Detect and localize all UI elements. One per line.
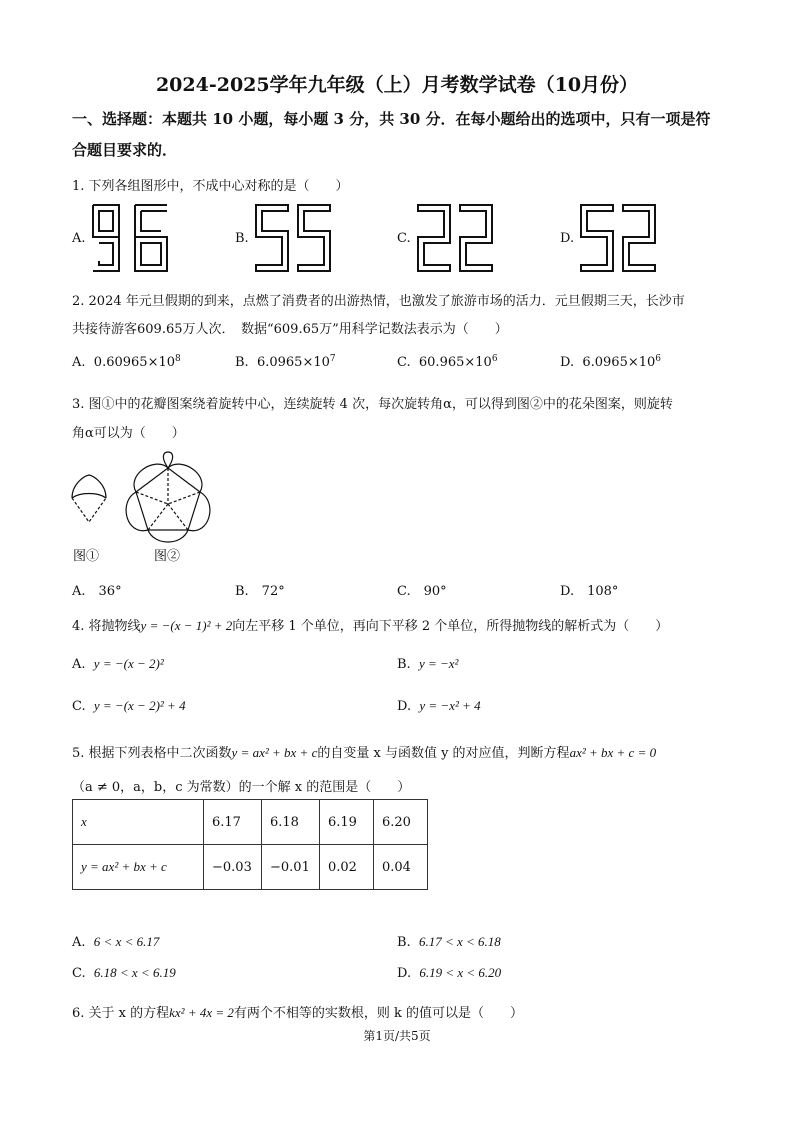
- table-cell: −0.03: [204, 845, 262, 890]
- q3-petal-figure: [68, 472, 112, 528]
- q5-value-table: [72, 799, 428, 890]
- table-cell: 0.02: [320, 845, 374, 890]
- q3-fig2-caption: 图②: [154, 549, 181, 564]
- table-row: [73, 800, 428, 845]
- q2-stem-line2: 共接待游客609.65万人次． 数据“609.65万”用科学记数法表示为（ ）: [72, 322, 508, 337]
- table-cell: −0.01: [262, 845, 320, 890]
- q4-stem-formula: y = −(x − 1)² + 2: [140, 618, 233, 633]
- q1-option-a-figure: [91, 203, 171, 273]
- table-cell: 6.17: [204, 800, 262, 845]
- q5-option-d: D. 6.19 < x < 6.20: [397, 965, 502, 981]
- section-heading-line1: 一、选择题：本题共 10 小题，每小题 3 分，共 30 分．在每小题给出的选项中，只有一项是符: [72, 110, 711, 128]
- q4-option-c: C. y = −(x − 2)² + 4: [72, 698, 186, 714]
- table-cell: 6.20: [374, 800, 428, 845]
- q2-option-a: A. $0.60965\times 10^8$: [72, 354, 181, 370]
- q1-stem: 1. 下列各组图形中，不成中心对称的是（ ）: [72, 179, 349, 194]
- q1-option-c-figure: [416, 203, 496, 273]
- table-cell-header: y = ax² + bx + c: [73, 845, 204, 890]
- table-cell-header: x: [73, 800, 204, 845]
- q4-option-b: B. y = −x²: [397, 656, 459, 672]
- q4-option-d: D. y = −x² + 4: [397, 698, 481, 714]
- q5-stem-line2: （a ≠ 0，a，b，c 为常数）的一个解 x 的范围是（ ）: [72, 780, 411, 795]
- q1-option-b-label: B.: [235, 231, 249, 246]
- q3-stem-line2: 角α可以为（ ）: [72, 426, 185, 441]
- q5-option-c: C. 6.18 < x < 6.19: [72, 965, 176, 981]
- q3-option-c: C. 90°: [397, 584, 447, 599]
- q4-option-a: A. y = −(x − 2)²: [72, 656, 164, 672]
- q5-option-b: B. 6.17 < x < 6.18: [397, 934, 501, 950]
- q5-option-a: A. 6 < x < 6.17: [72, 934, 160, 950]
- q3-flower-figure: [118, 450, 218, 542]
- table-cell: 0.04: [374, 845, 428, 890]
- q4-stem: 4. 将抛物线y = −(x − 1)² + 2向左平移 1 个单位，再向下平移 2 个单位，所得抛物线的解析式为（ ）: [72, 618, 669, 634]
- q3-fig1-caption: 图①: [73, 549, 100, 564]
- q2-option-c: C. $60.965\times 10^6$: [397, 354, 498, 370]
- q1-option-a-label: A.: [72, 231, 86, 246]
- q5-stem-line1: 5. 根据下列表格中二次函数y = ax² + bx + c的自变量 x 与函数值 y 的对应值，判断方程ax² + bx + c = 0: [72, 745, 657, 761]
- q2-option-b: B. $6.0965\times 10^7$: [235, 354, 336, 370]
- q3-stem-line1: 3. 图①中的花瓣图案绕着旋转中心，连续旋转 4 次，每次旋转角α，可以得到图②中的花朵图案，则旋转: [72, 397, 673, 412]
- q3-option-a: A. 36°: [72, 584, 122, 599]
- q3-option-d: D. 108°: [560, 584, 619, 599]
- page-title: 2024-2025学年九年级（上）月考数学试卷（10月份）: [155, 74, 639, 96]
- q3-option-b: B. 72°: [235, 584, 285, 599]
- table-cell: 6.19: [320, 800, 374, 845]
- q1-option-d-figure: [579, 203, 659, 273]
- q1-option-c-label: C.: [397, 231, 411, 246]
- q6-stem: 6. 关于 x 的方程kx² + 4x = 2有两个不相等的实数根，则 k 的值可以是（ ）: [72, 1005, 524, 1021]
- q1-option-d-label: D.: [560, 231, 575, 246]
- q2-option-d: D. $6.0965\times 10^6$: [560, 354, 662, 370]
- table-row: [73, 845, 428, 890]
- q1-option-b-figure: [254, 203, 334, 273]
- page-footer: 第1页/共5页: [363, 1029, 431, 1043]
- section-heading-line2: 合题目要求的．: [72, 141, 178, 159]
- q2-stem-line1: 2. 2024 年元旦假期的到来，点燃了消费者的出游热情，也激发了旅游市场的活力．元旦假期三天，长沙市: [72, 294, 685, 309]
- table-cell: 6.18: [262, 800, 320, 845]
